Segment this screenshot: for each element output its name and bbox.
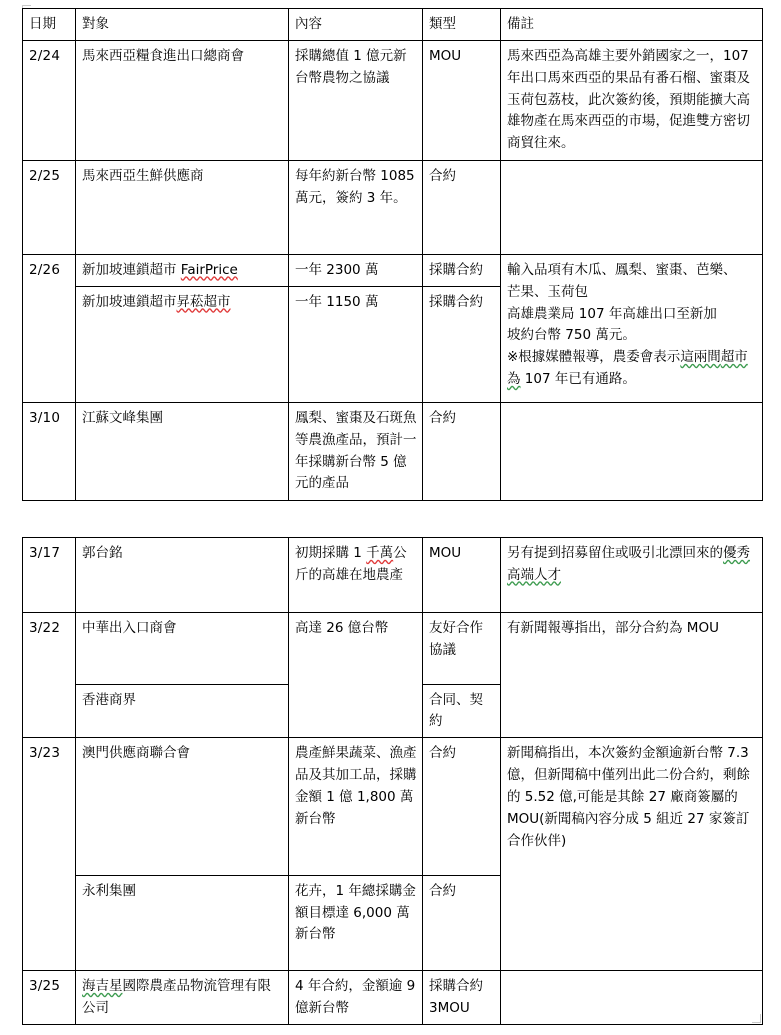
cell-date: 3/23 xyxy=(23,738,76,971)
remark-line: 高雄農業局 107 年高雄出口至新加 xyxy=(507,305,717,322)
content-subrows xyxy=(289,255,422,318)
cell-target: 澳門供應商聯合會 xyxy=(76,738,288,875)
table-row xyxy=(23,254,763,402)
column-header-target: 對象 xyxy=(76,9,289,41)
table-row xyxy=(23,971,763,1025)
cell-content: 農產鮮果蔬菜、漁產品及其加工品，採購金額 1 億 1,800 萬新台幣 xyxy=(289,738,422,875)
sub-row xyxy=(423,613,500,684)
content-subrows xyxy=(289,738,422,950)
spellcheck-flagged-text: 千萬 xyxy=(366,545,394,561)
cell-date: 3/22 xyxy=(23,613,76,738)
sub-row xyxy=(289,738,422,875)
cell-target: 中華出入口商會 xyxy=(76,613,288,684)
sub-row xyxy=(289,255,422,286)
table-row xyxy=(23,538,763,613)
cell-date: 3/25 xyxy=(23,971,76,1025)
cell-target: 永利集團 xyxy=(82,882,136,899)
remark-note-text: ※根據媒體報導，農委會表示 xyxy=(507,349,681,366)
cell-type-split xyxy=(423,738,501,971)
grammarcheck-flagged-text: 這兩間 xyxy=(680,349,721,366)
cell-content: 高達 26 億台幣 xyxy=(289,613,423,738)
agreements-table-first xyxy=(22,8,763,501)
remark-line: 坡約台幣 750 萬元。 xyxy=(507,327,636,344)
column-header-type: 類型 xyxy=(423,9,501,41)
agreements-table-second xyxy=(22,537,763,1025)
cell-target: 江蘇文峰集團 xyxy=(76,402,289,500)
sub-row xyxy=(76,738,288,875)
cell-content: 一年 2300 萬 xyxy=(289,255,422,286)
column-header-date: 日期 xyxy=(23,9,76,41)
cell-remark xyxy=(501,402,763,500)
sub-row xyxy=(76,684,288,715)
cell-target: 香港商界 xyxy=(82,691,136,708)
cell-type: MOU xyxy=(423,40,501,160)
cell-type-split xyxy=(423,613,501,738)
cell-date: 2/25 xyxy=(23,160,76,254)
cell-remark: 馬來西亞為高雄主要外銷國家之一，107 年出口馬來西亞的果品有番石榴、蜜棗及玉荷包荔枝，此次簽約後，預期能擴大高雄物產在馬來西亞的市場，促進雙方密切商貿往來。 xyxy=(501,40,763,160)
type-subrows xyxy=(423,613,500,737)
remark-line: 輸入品項有木瓜、鳳梨、蜜棗、芭樂、 xyxy=(507,261,737,278)
type-line: 採購合約 xyxy=(429,978,483,995)
cell-content: 鳳梨、蜜棗及石斑魚等農漁產品，預計一年採購新台幣 5 億元的產品 xyxy=(289,402,423,500)
cell-content: 花卉，1 年總採購金額目標達 6,000 萬新台幣 xyxy=(295,882,416,943)
type-subrows xyxy=(423,255,500,318)
cell-content-split xyxy=(289,254,423,402)
sub-row xyxy=(76,613,288,684)
spellcheck-flagged-text: FairPrice xyxy=(180,261,238,278)
cell-target-split xyxy=(76,613,289,738)
cell-target xyxy=(76,255,288,286)
cell-remark xyxy=(501,254,763,402)
cell-target: 馬來西亞糧食進出口總商會 xyxy=(76,40,289,160)
column-header-content: 內容 xyxy=(289,9,423,41)
cell-type: 合約 xyxy=(423,402,501,500)
cell-target: 郭台銘 xyxy=(76,538,289,613)
target-text: 新加坡連鎖超市 xyxy=(82,293,177,310)
sub-row xyxy=(423,286,500,317)
cell-content: 採購總值 1 億元新台幣農物之協議 xyxy=(289,40,423,160)
grammarcheck-flagged-text: 優秀高端人才 xyxy=(507,545,750,583)
cell-type xyxy=(423,971,501,1025)
cell-remark: 新聞稿指出，本次簽約金額逾新台幣 7.3 億，但新聞稿中僅列出此二份合約，剩餘的 5.52 億,可能是其餘 27 廠商簽屬的 MOU(新聞稿內容分成 5 組近 27 家簽訂合作伙伴) xyxy=(501,738,763,971)
sub-row xyxy=(423,875,500,906)
cell-type: 合約 xyxy=(423,738,500,875)
cell-date: 3/17 xyxy=(23,538,76,613)
cell-type: 合約 xyxy=(429,882,456,899)
cell-remark: 有新聞報導指出，部分合約為 MOU xyxy=(501,613,763,738)
cell-content: 一年 1150 萬 xyxy=(295,293,379,310)
table-row xyxy=(23,402,763,500)
sub-row xyxy=(76,875,288,906)
column-header-remark: 備註 xyxy=(501,9,763,41)
content-text: 公斤的高雄在地農產 xyxy=(295,545,407,583)
cell-type: 合同、契約 xyxy=(429,691,483,730)
cell-target-split xyxy=(76,738,289,971)
spellcheck-flagged-text: 昇菘超市 xyxy=(176,293,231,310)
target-subrows xyxy=(76,738,288,906)
sub-row xyxy=(423,684,500,737)
content-text: 初期採購 1 xyxy=(295,545,367,561)
remark-note-line xyxy=(507,347,757,391)
sub-row xyxy=(289,875,422,950)
cell-content xyxy=(289,538,423,613)
remark-note-text: 107 年已有通路。 xyxy=(520,371,636,388)
cell-remark xyxy=(501,538,763,613)
target-subrows xyxy=(76,613,288,715)
cell-type: 採購合約 xyxy=(423,255,500,286)
sub-row xyxy=(289,286,422,317)
cell-remark xyxy=(501,160,763,254)
cell-target xyxy=(76,971,289,1025)
grammarcheck-flagged-text: 海吉星 xyxy=(82,978,123,995)
table-row xyxy=(23,40,763,160)
table-row xyxy=(23,738,763,971)
sub-row xyxy=(423,255,500,286)
target-text: 國際農產品物流管理有限公司 xyxy=(82,978,271,1017)
sub-row xyxy=(423,738,500,875)
type-line: 3MOU xyxy=(429,1000,470,1017)
cell-content: 4 年合約，金額逾 9 億新台幣 xyxy=(289,971,423,1025)
cell-date: 2/26 xyxy=(23,254,76,402)
cell-target xyxy=(76,286,288,317)
table-header-row xyxy=(23,9,763,41)
remark-line: 芒果、玉荷包 xyxy=(507,283,588,300)
cell-type: 採購合約 xyxy=(429,293,483,310)
cell-date: 2/24 xyxy=(23,40,76,160)
cell-type: MOU xyxy=(423,538,501,613)
table-row xyxy=(23,613,763,738)
sub-row xyxy=(76,286,288,317)
type-subrows xyxy=(423,738,500,906)
cell-remark xyxy=(501,971,763,1025)
cell-content-split xyxy=(289,738,423,971)
cell-target-split xyxy=(76,254,289,402)
cell-content: 每年約新台幣 1085 萬元，簽約 3 年。 xyxy=(289,160,423,254)
table-row xyxy=(23,160,763,254)
sub-row xyxy=(76,255,288,286)
remark-text: 另有提到招募留住或吸引北漂回來的 xyxy=(507,545,723,561)
cell-type: 合約 xyxy=(423,160,501,254)
grammarcheck-flagged-text: 超市為 xyxy=(507,349,748,388)
cell-type-split xyxy=(423,254,501,402)
target-text: 新加坡連鎖超市 xyxy=(82,261,181,278)
cell-target: 馬來西亞生鮮供應商 xyxy=(76,160,289,254)
cell-type: 友好合作協議 xyxy=(423,613,500,684)
cell-date: 3/10 xyxy=(23,402,76,500)
target-subrows xyxy=(76,255,288,318)
